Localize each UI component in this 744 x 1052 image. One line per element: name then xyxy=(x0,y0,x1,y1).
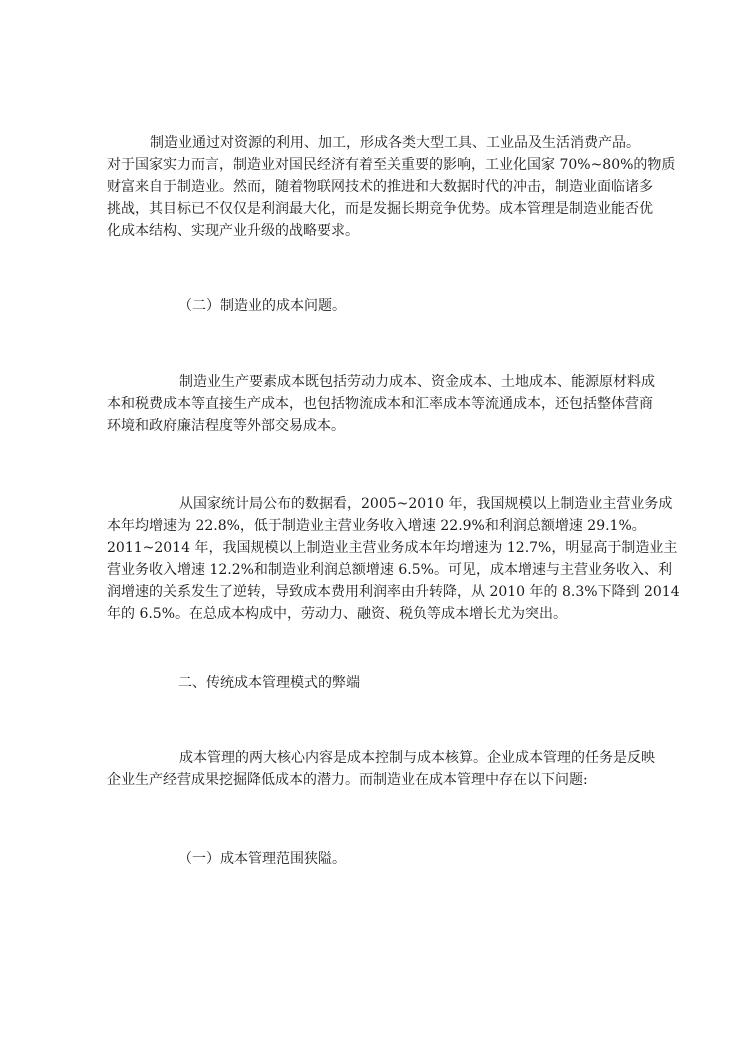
paragraph-3-line: 润增速的关系发生了逆转，导致成本费用利润率由升转降，从 2010 年的 8.3%下降到 2014 xyxy=(107,584,680,600)
paragraph-3-line: 本年均增速为 22.8%，低于制造业主营业务收入增速 22.9%和利润总额增速 29.1%。 xyxy=(107,518,646,534)
paragraph-2-line: 环境和政府廉洁程度等外部交易成本。 xyxy=(107,418,345,434)
section-heading: （一）成本管理范围狭隘。 xyxy=(178,851,346,867)
section-heading: 二、传统成本管理模式的弊端 xyxy=(178,675,360,691)
paragraph-1-line: 化成本结构、实现产业升级的战略要求。 xyxy=(107,223,359,239)
paragraph-1-line: 挑战，其目标已不仅仅是利润最大化，而是发掘长期竞争优势。成本管理是制造业能否优 xyxy=(107,201,653,217)
paragraph-3-line: 营业务收入增速 12.2%和制造业利润总额增速 6.5%。可见，成本增速与主营业务收入、利 xyxy=(107,562,672,578)
paragraph-1-line: 财富来自于制造业。然而，随着物联网技术的推进和大数据时代的冲击，制造业面临诸多 xyxy=(107,179,653,195)
paragraph-3-line: 2011~2014 年，我国规模以上制造业主营业务成本年均增速为 12.7%，明显高于制造业主 xyxy=(107,540,678,556)
paragraph-1-line: 对于国家实力而言，制造业对国民经济有着至关重要的影响，工业化国家 70%~80%的物质 xyxy=(107,157,676,173)
paragraph-4-line: 成本管理的两大核心内容是成本控制与成本核算。企业成本管理的任务是反映 xyxy=(179,750,655,766)
paragraph-4-line: 企业生产经营成果挖掘降低成本的潜力。而制造业在成本管理中存在以下问题: xyxy=(107,772,588,788)
paragraph-3-line: 年的 6.5%。在总成本构成中，劳动力、融资、税负等成本增长尤为突出。 xyxy=(107,606,568,622)
paragraph-2-line: 本和税费成本等直接生产成本，也包括物流成本和汇率成本等流通成本，还包括整体营商 xyxy=(107,396,653,412)
section-heading: （二）制造业的成本问题。 xyxy=(178,298,346,314)
paragraph-2-line: 制造业生产要素成本既包括劳动力成本、资金成本、土地成本、能源原材料成 xyxy=(179,374,655,390)
paragraph-3-line: 从国家统计局公布的数据看，2005~2010 年，我国规模以上制造业主营业务成 xyxy=(179,496,673,512)
paragraph-1-line: 制造业通过对资源的利用、加工，形成各类大型工具、工业品及生活消费产品。 xyxy=(150,135,640,151)
